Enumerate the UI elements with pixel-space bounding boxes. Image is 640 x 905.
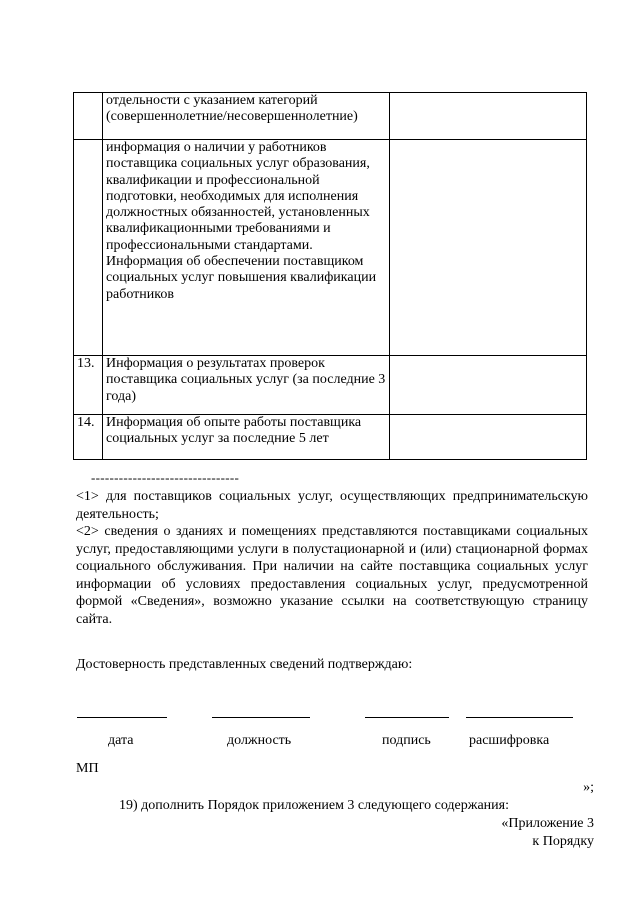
row-value-cell: [390, 93, 587, 140]
row-paragraph: Информация об обеспечении поставщиком социальных услуг повышения квалификации работников: [106, 254, 377, 302]
signature-line: [365, 717, 449, 718]
appendix-title-line-1: «Приложение 3: [501, 816, 594, 831]
closing-quote: »;: [583, 780, 594, 795]
footnote-separator: --------------------------------: [91, 470, 240, 485]
row-value-cell: [390, 140, 587, 356]
row-value-cell: [390, 356, 587, 415]
date-label: дата: [108, 733, 134, 748]
services-info-table: [73, 92, 587, 460]
stamp-label: МП: [76, 761, 99, 776]
row-paragraph: Информация о результатах проверок поставщика социальных услуг (за последние 3 года): [106, 356, 386, 404]
date-signature-line: [77, 717, 167, 718]
row-description: [103, 93, 390, 140]
confirmation-text: Достоверность представленных сведений подтверждаю:: [76, 657, 413, 672]
row-description: [103, 356, 390, 415]
row-paragraph: отдельности с указанием категорий (совершеннолетние/несовершеннолетние): [106, 93, 358, 125]
row-number: 14.: [74, 415, 103, 460]
appendix-title-line-2: к Порядку: [532, 834, 594, 849]
table-row: [74, 415, 587, 460]
table-row: [74, 93, 587, 140]
table-row: [74, 140, 587, 356]
row-description: [103, 140, 390, 356]
row-number: [74, 140, 103, 356]
position-label: должность: [227, 733, 292, 748]
table-row: [74, 356, 587, 415]
addendum-text: 19) дополнить Порядок приложением 3 следующего содержания:: [119, 798, 509, 813]
row-description: [103, 415, 390, 460]
row-paragraph: информация о наличии у работников поставщика социальных услуг образования, квалификации и профессиональной подготовки, необходимых для исполнения должностных обязанностей, установленных квалификационными требованиями и профессиональными стандартами.: [106, 140, 370, 253]
transcript-label: расшифровка: [469, 733, 550, 748]
position-signature-line: [212, 717, 310, 718]
footnote-2: <2> сведения о зданиях и помещениях представляются поставщиками социальных услуг, предоставляющими услуги в полустационарной и (или) стационарной формах социального обслуживания. При наличии на сайте поставщика социальных услуг информации об условиях предоставления социальных услуг, предусмотренной формой «Сведения», возможно указание ссылки на соответствующую страницу сайта.: [76, 524, 588, 627]
row-value-cell: [390, 415, 587, 460]
row-paragraph: Информация об опыте работы поставщика социальных услуг за последние 5 лет: [106, 415, 362, 447]
transcript-signature-line: [466, 717, 573, 718]
row-number: 13.: [74, 356, 103, 415]
footnote-1: <1> для поставщиков социальных услуг, осуществляющих предпринимательскую деятельность;: [76, 489, 588, 522]
signature-label: подпись: [382, 733, 431, 748]
row-number: [74, 93, 103, 140]
